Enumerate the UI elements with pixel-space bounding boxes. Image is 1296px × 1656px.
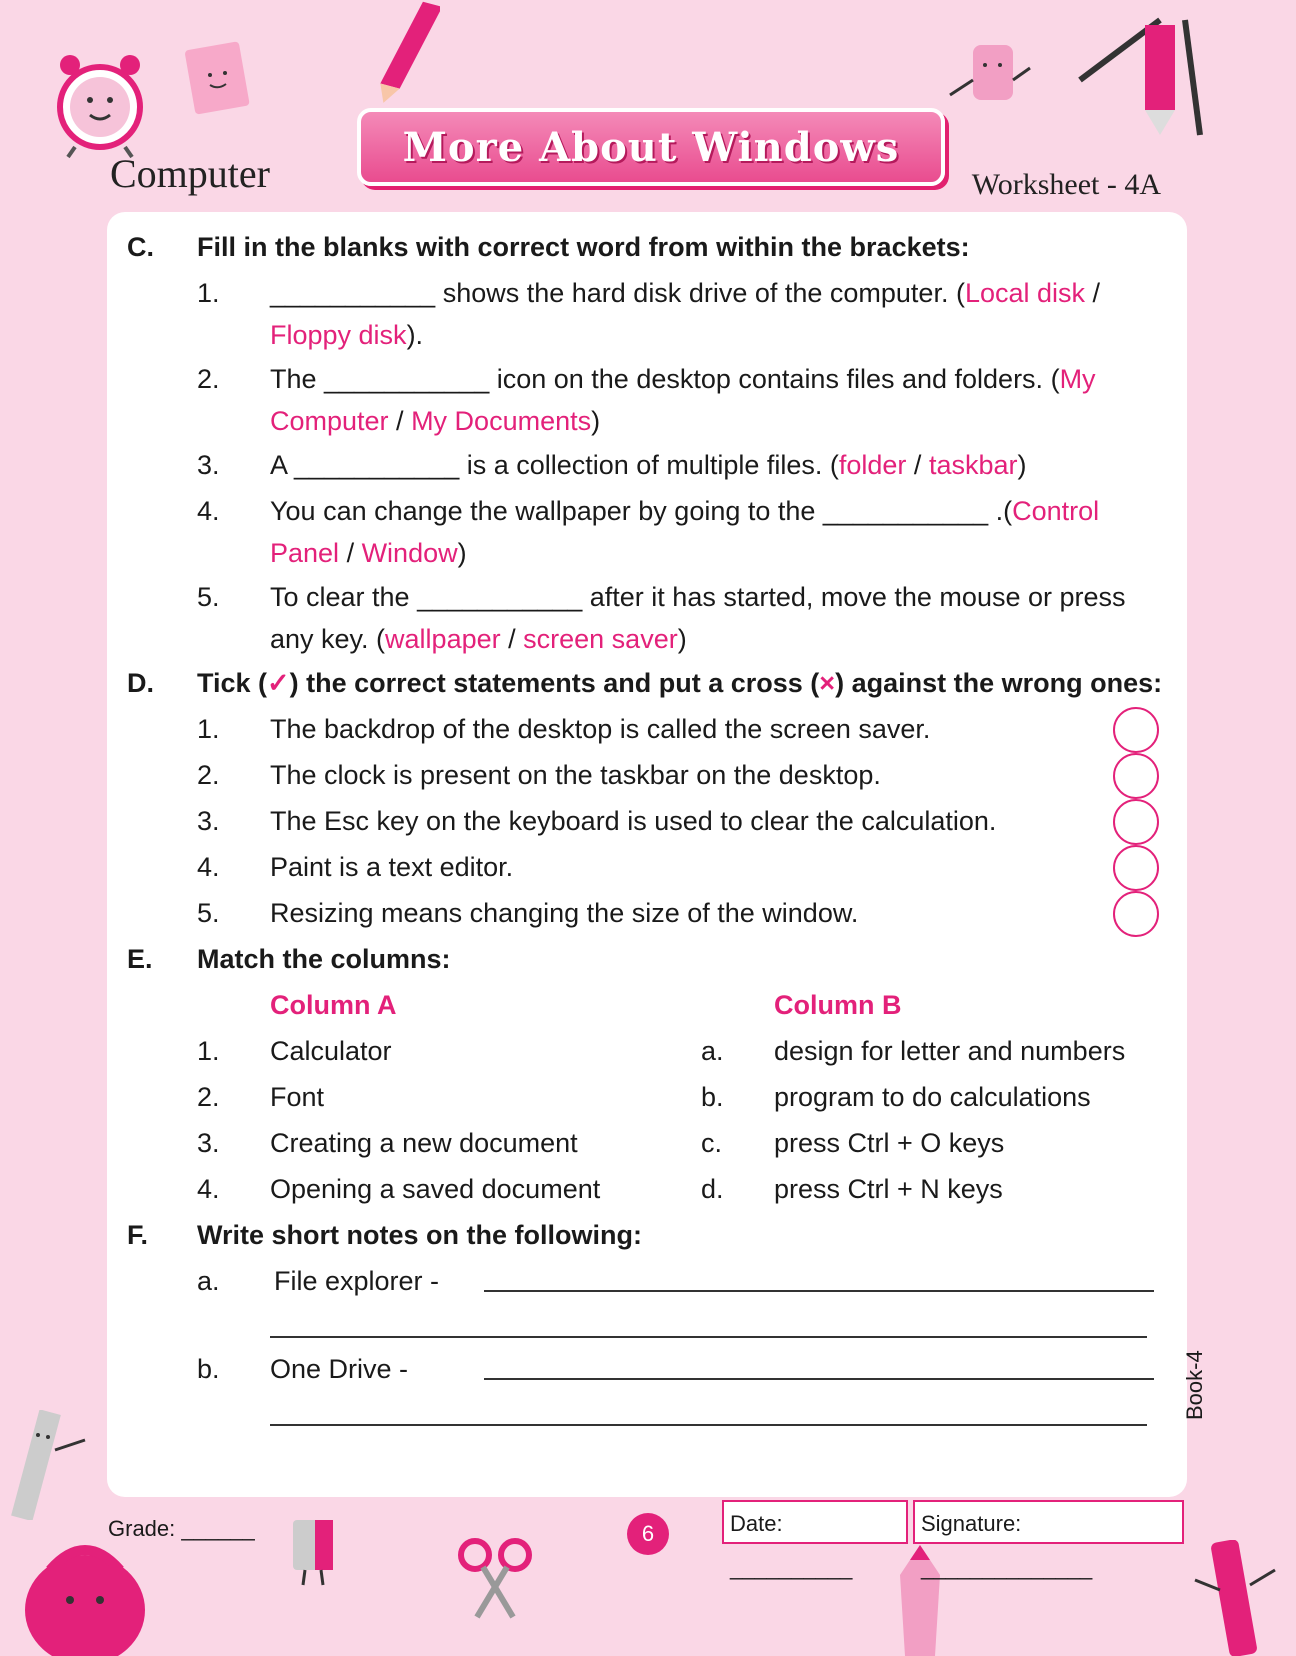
- pencil-illustration: [380, 0, 440, 110]
- fb-answer-line-1[interactable]: [484, 1378, 1154, 1380]
- e1-letter: a.: [701, 1036, 724, 1066]
- worksheet-number: Worksheet - 4A: [971, 168, 1161, 201]
- d2-text: The clock is present on the taskbar on the desktop.: [270, 760, 881, 790]
- fa-answer-line-1[interactable]: [484, 1290, 1154, 1292]
- tick-icon: ✓: [267, 668, 290, 698]
- d5-text: Resizing means changing the size of the window.: [270, 898, 859, 928]
- d2-number: 2.: [197, 760, 220, 790]
- section-c-heading: Fill in the blanks with correct word from within the brackets:: [197, 232, 970, 262]
- e1-number: 1.: [197, 1036, 220, 1066]
- c2-number: 2.: [197, 364, 220, 394]
- section-e-heading: Match the columns:: [197, 944, 451, 974]
- section-d-label: D.: [127, 668, 154, 698]
- page-title: More About Windows: [402, 123, 900, 171]
- notepad-illustration: [180, 40, 260, 120]
- book-label: Book-4: [1182, 1350, 1207, 1420]
- e2-letter: b.: [701, 1082, 724, 1112]
- c5-line1: To clear the ___________ after it has started, move the mouse or press: [270, 582, 1126, 612]
- c2-line2: Computer / My Documents): [270, 406, 601, 436]
- d1-number: 1.: [197, 714, 220, 744]
- subject-label: Computer: [110, 151, 270, 196]
- c1-line2: Floppy disk).: [270, 320, 424, 350]
- e3-letter: c.: [701, 1128, 723, 1158]
- d5-number: 5.: [197, 898, 220, 928]
- d4-number: 4.: [197, 852, 220, 882]
- e2-col-a: Font: [270, 1082, 325, 1112]
- c4-number: 4.: [197, 496, 220, 526]
- alarm-clock-illustration: [50, 45, 150, 160]
- section-f-heading: Write short notes on the following:: [197, 1220, 642, 1250]
- section-d-heading: Tick (✓) the correct statements and put a cross (×) against the wrong ones:: [197, 668, 1163, 698]
- d2-answer-circle[interactable]: [1113, 753, 1159, 799]
- e1-col-b: design for letter and numbers: [774, 1036, 1126, 1066]
- d3-number: 3.: [197, 806, 220, 836]
- signature-field[interactable]: Signature: ______________: [913, 1500, 1184, 1544]
- e4-letter: d.: [701, 1174, 724, 1204]
- fa-text: File explorer -: [274, 1266, 440, 1296]
- page-title-banner: [357, 108, 945, 186]
- pen-illustration: [1190, 1540, 1280, 1656]
- eraser-illustration: [945, 40, 1035, 120]
- d1-answer-circle[interactable]: [1113, 707, 1159, 753]
- fa-answer-line-2[interactable]: [270, 1336, 1147, 1338]
- e4-col-a: Opening a saved document: [270, 1174, 601, 1204]
- e4-col-b: press Ctrl + N keys: [774, 1174, 1003, 1204]
- fb-text: One Drive -: [270, 1354, 409, 1384]
- page-number-badge: 6: [627, 1513, 669, 1555]
- d3-answer-circle[interactable]: [1113, 799, 1159, 845]
- scissors-illustration: [455, 1535, 535, 1620]
- e3-col-b: press Ctrl + O keys: [774, 1128, 1005, 1158]
- d4-text: Paint is a text editor.: [270, 852, 514, 882]
- c2-line1: The ___________ icon on the desktop contains files and folders. (My: [270, 364, 1096, 394]
- section-f-label: F.: [127, 1220, 149, 1250]
- d5-answer-circle[interactable]: [1113, 891, 1159, 937]
- fa-letter: a.: [197, 1266, 220, 1296]
- e1-col-a: Calculator: [270, 1036, 392, 1066]
- c4-line2: Panel / Window): [270, 538, 467, 568]
- fb-answer-line-2[interactable]: [270, 1424, 1147, 1426]
- c3-line1: A ___________ is a collection of multiple files. (folder / taskbar): [270, 450, 1027, 480]
- grade-field[interactable]: Grade: ______: [108, 1516, 255, 1541]
- e2-col-b: program to do calculations: [774, 1082, 1091, 1112]
- c1-line1: ___________ shows the hard disk drive of the computer. (Local disk /: [270, 278, 1101, 308]
- d4-answer-circle[interactable]: [1113, 845, 1159, 891]
- c5-number: 5.: [197, 582, 220, 612]
- e4-number: 4.: [197, 1174, 220, 1204]
- fb-letter: b.: [197, 1354, 220, 1384]
- cross-icon: ×: [819, 668, 836, 698]
- ruler-illustration: [10, 1410, 90, 1520]
- date-field[interactable]: Date: __________: [722, 1500, 908, 1544]
- e3-number: 3.: [197, 1128, 220, 1158]
- compass-pencil-illustration: [1075, 15, 1205, 140]
- e2-number: 2.: [197, 1082, 220, 1112]
- worksheet-card: [107, 212, 1187, 1497]
- d3-text: The Esc key on the keyboard is used to clear the calculation.: [270, 806, 997, 836]
- section-c-label: C.: [127, 232, 154, 262]
- c1-number: 1.: [197, 278, 220, 308]
- c4-line1: You can change the wallpaper by going to the ___________ .(Control: [270, 496, 1100, 526]
- c3-number: 3.: [197, 450, 220, 480]
- column-a-header: Column A: [270, 990, 397, 1020]
- column-b-header: Column B: [774, 990, 902, 1020]
- e3-col-a: Creating a new document: [270, 1128, 578, 1158]
- c5-line2: any key. (wallpaper / screen saver): [270, 624, 687, 654]
- sharpener-illustration: [285, 1515, 345, 1590]
- d1-text: The backdrop of the desktop is called the screen saver.: [270, 714, 931, 744]
- section-e-label: E.: [127, 944, 153, 974]
